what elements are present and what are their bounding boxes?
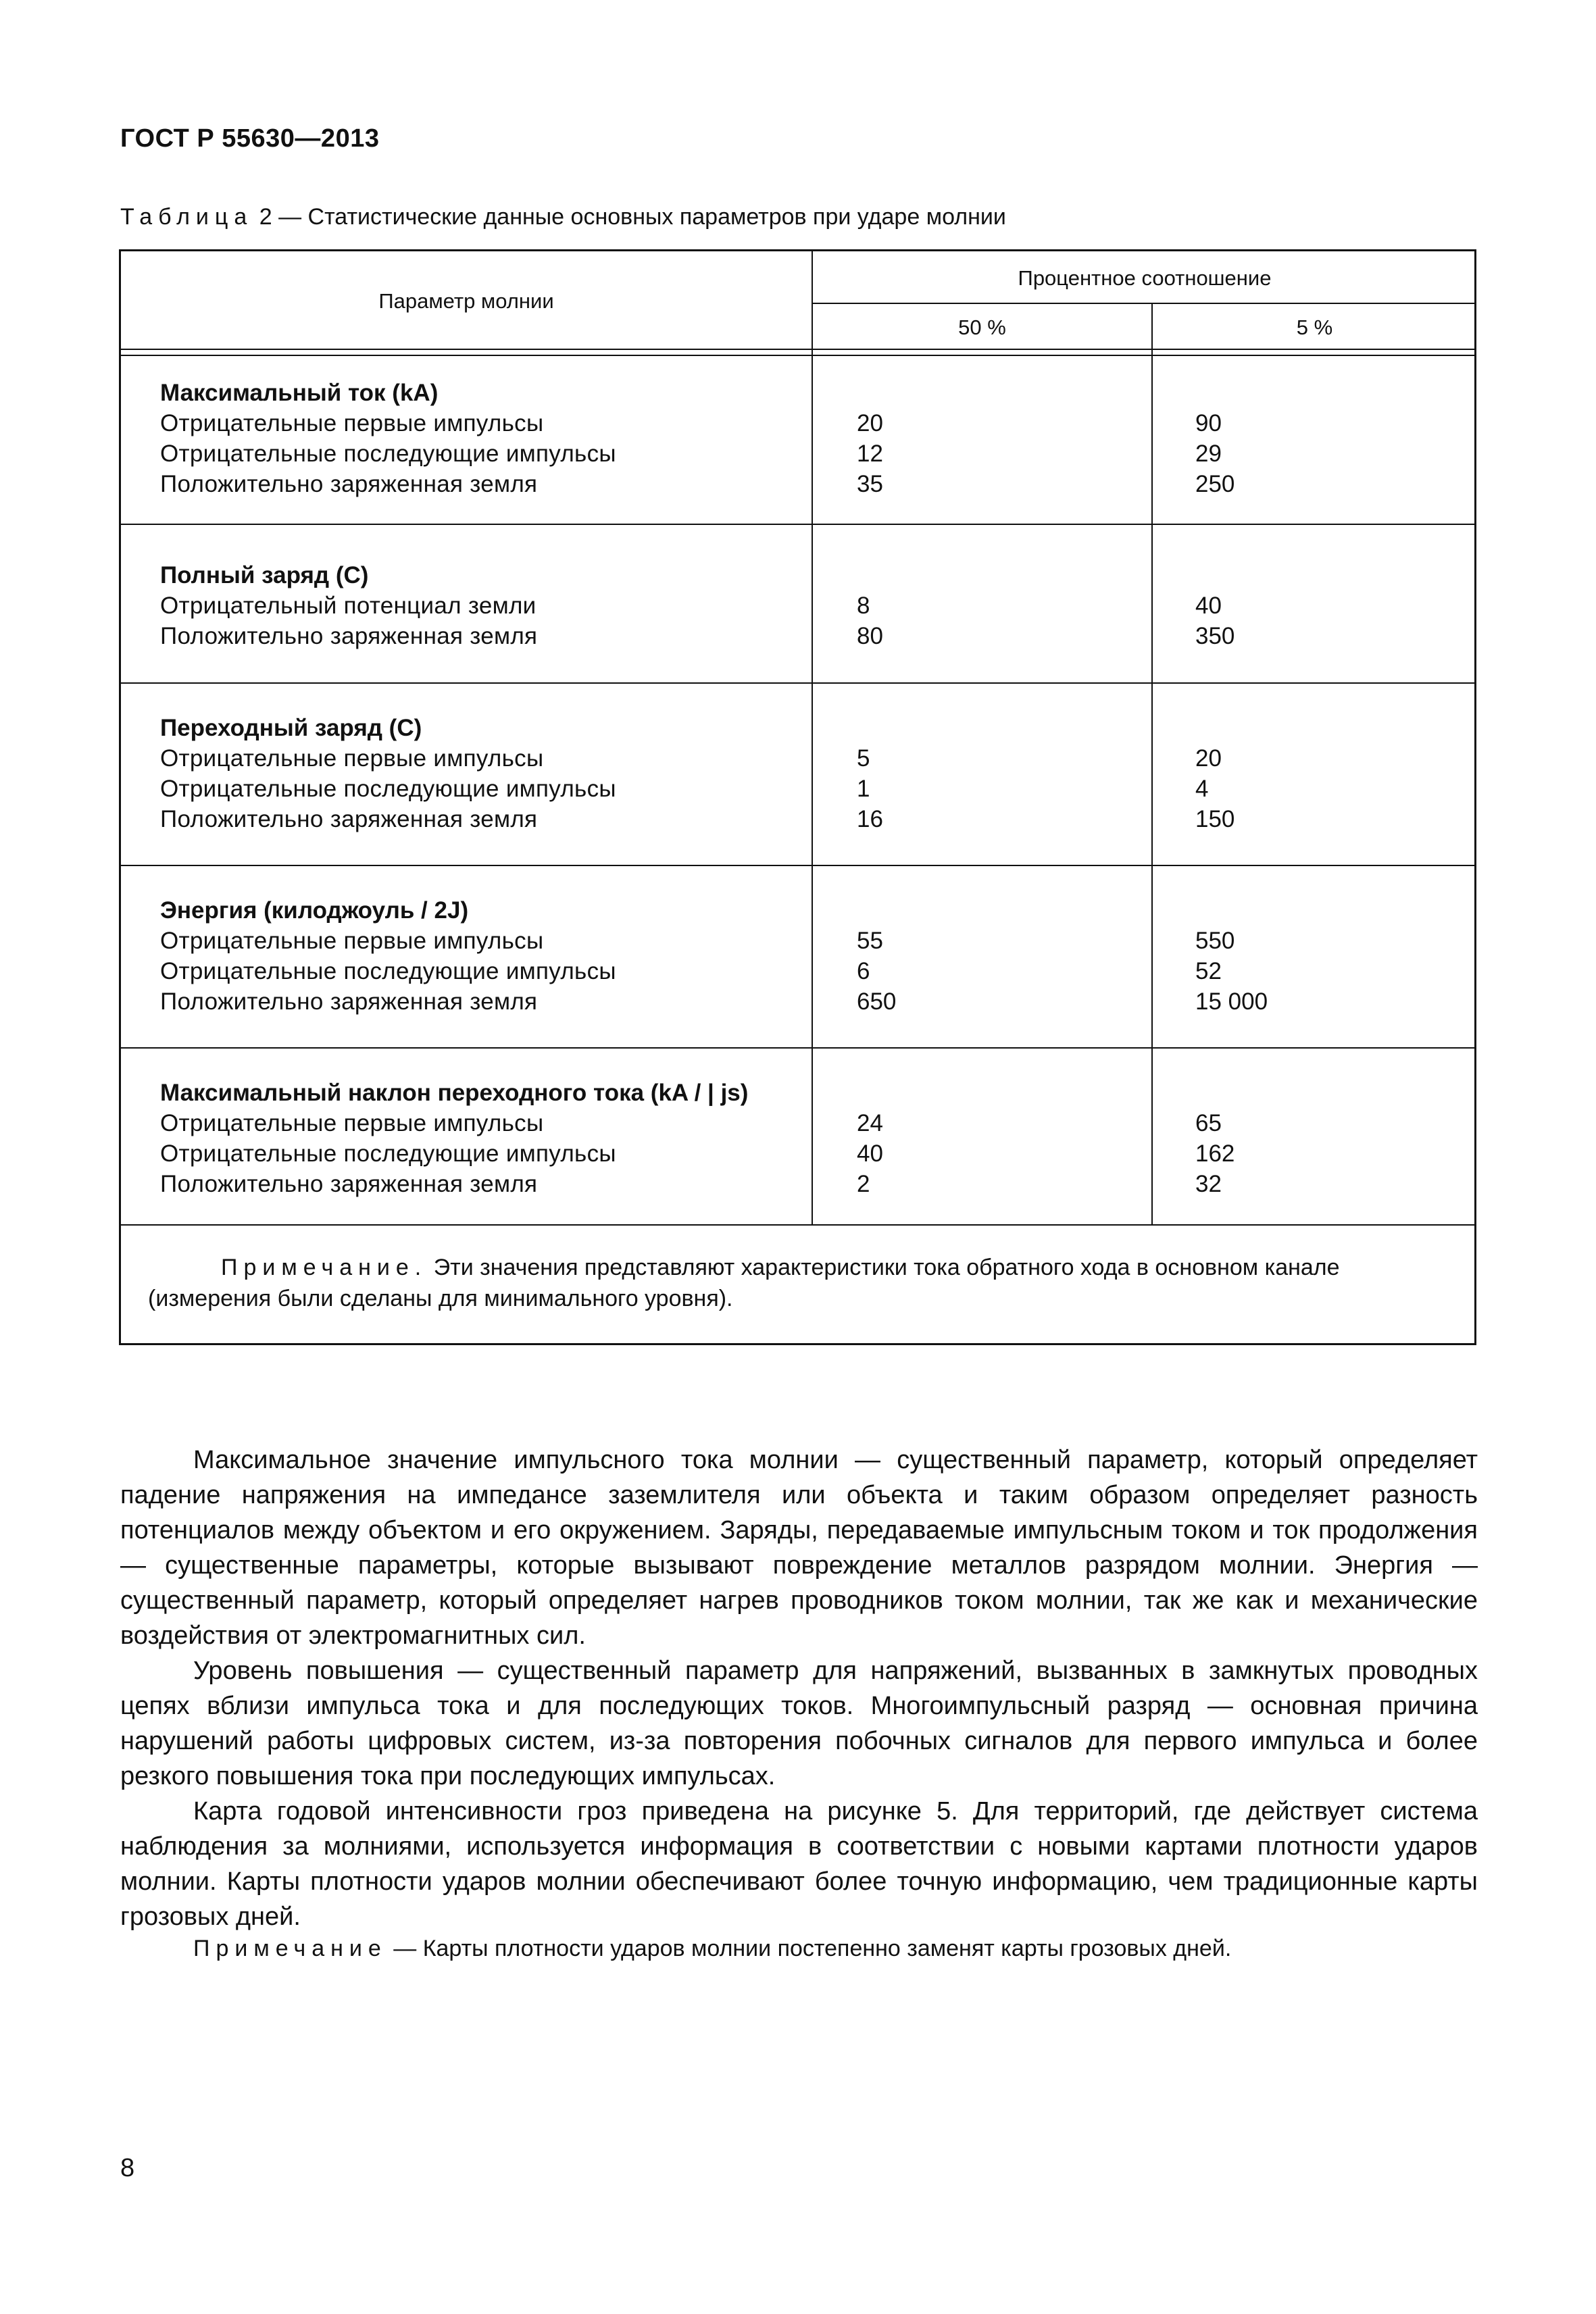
group-divider [121,1047,1474,1049]
param-name: Положительно заряженная земля [160,1171,538,1197]
group-title: Полный заряд (C) [160,562,369,588]
value-5: 15 000 [1195,988,1268,1015]
param-name: Отрицательные первые импульсы [160,1110,544,1136]
column-divider-1 [812,251,813,1224]
table-row [121,958,1474,988]
table-row [121,441,1474,471]
page-note [193,1936,1231,1962]
header-double-divider [121,349,1474,356]
table-row [121,410,1474,441]
table-note-word: Примечание. [221,1255,428,1280]
paragraph: Уровень повышения — существенный параметр для напряжений, вызванных в замкнутых проводных цепях вблизи импульса тока и для последующих токов. Многоимпульсный разряд — основная причина нарушений работы цифровых систем, из-за повторения побочных сигналов для первого импульса и более резкого повышения тока при последующих импульсах. [120,1657,1478,1790]
table-row [121,928,1474,958]
param-name: Положительно заряженная земля [160,471,538,497]
value-50: 20 [857,410,883,436]
header-param-cell: Параметр молнии [378,289,554,313]
table-row [121,988,1474,1019]
value-5: 4 [1195,776,1209,802]
value-5: 162 [1195,1140,1235,1167]
param-name: Отрицательные последующие импульсы [160,776,616,802]
lightning-parameters-table [119,249,1476,1345]
value-5: 150 [1195,806,1235,832]
page-note-text: — Карты плотности ударов молнии постепенно заменят карты грозовых дней. [386,1936,1232,1961]
note-divider [121,1224,1474,1226]
value-5: 65 [1195,1110,1222,1136]
header-subdivider [813,303,1474,304]
header-percent-cell: Процентное соотношение [1018,266,1272,290]
value-5: 52 [1195,958,1222,984]
value-5: 32 [1195,1171,1222,1197]
value-5: 40 [1195,593,1222,619]
value-5: 250 [1195,471,1235,497]
param-name: Отрицательные последующие импульсы [160,441,616,467]
value-50: 1 [857,776,870,802]
table-row [121,623,1474,653]
param-name: Положительно заряженная земля [160,623,538,649]
group-divider [121,682,1474,684]
table-row [121,593,1474,623]
value-50: 16 [857,806,883,832]
value-50: 650 [857,988,897,1015]
table-row [121,1171,1474,1201]
group-title: Максимальный ток (kA) [160,380,439,406]
body-text [120,1442,1478,1934]
value-5: 550 [1195,928,1235,954]
param-name: Отрицательные последующие импульсы [160,958,616,984]
value-50: 40 [857,1140,883,1167]
page-number: 8 [120,2154,135,2182]
page-note-word: Примечание [193,1936,387,1961]
document-code: ГОСТ Р 55630—2013 [120,124,380,153]
table-row [121,1140,1474,1171]
value-5: 90 [1195,410,1222,436]
table-note [148,1252,1451,1314]
table-row [121,776,1474,806]
group-divider [121,865,1474,866]
value-5: 350 [1195,623,1235,649]
param-name: Отрицательный потенциал земли [160,593,537,619]
table-caption-text: 2 — Статистические данные основных параметров при ударе молнии [253,204,1006,230]
group-title: Максимальный наклон переходного тока (kA / | js) [160,1080,749,1106]
value-50: 35 [857,471,883,497]
value-5: 20 [1195,745,1222,772]
value-50: 6 [857,958,870,984]
header-50-cell: 50 % [958,316,1006,339]
header-5-cell: 5 % [1296,316,1333,339]
table-caption [120,204,1006,230]
param-name: Отрицательные первые импульсы [160,410,544,436]
param-name: Положительно заряженная земля [160,806,538,832]
table-row [121,1110,1474,1140]
value-50: 55 [857,928,883,954]
table-row [121,471,1474,501]
value-50: 2 [857,1171,870,1197]
param-name: Отрицательные первые импульсы [160,745,544,772]
value-50: 80 [857,623,883,649]
value-50: 5 [857,745,870,772]
group-title: Переходный заряд (C) [160,715,422,741]
paragraph: Карта годовой интенсивности гроз приведена на рисунке 5. Для территорий, где действует система наблюдения за молниями, используется информация в соответствии с новыми картами плотности ударов молнии. Карты плотности ударов молнии обеспечивают более точную информацию, чем традиционные карты грозовых дней. [120,1797,1478,1931]
group-title: Энергия (килоджоуль / 2J) [160,897,469,924]
paragraph: Максимальное значение импульсного тока молнии — существенный параметр, который определяет падение напряжения на импедансе заземлителя или объекта и таким образом определяет разность потенциалов между объектом и его окружением. Заряды, передаваемые импульсным током и ток продолжения — существенные параметры, которые вызывают повреждение металлов разрядом молнии. Энергия — существенный параметр, который определяет нагрев проводников током молнии, так же как и механические воздействия от электромагнитных сил. [120,1446,1478,1650]
value-5: 29 [1195,441,1222,467]
param-name: Отрицательные первые импульсы [160,928,544,954]
table-row [121,745,1474,776]
table-note-text: Эти значения представляют характеристики тока обратного хода в основном канале (измерения были сделаны для минимального уровня). [148,1255,1340,1311]
param-name: Положительно заряженная земля [160,988,538,1015]
group-divider [121,524,1474,525]
value-50: 24 [857,1110,883,1136]
table-row [121,806,1474,836]
param-name: Отрицательные последующие импульсы [160,1140,616,1167]
value-50: 8 [857,593,870,619]
table-caption-word: Таблица [120,204,253,230]
value-50: 12 [857,441,883,467]
